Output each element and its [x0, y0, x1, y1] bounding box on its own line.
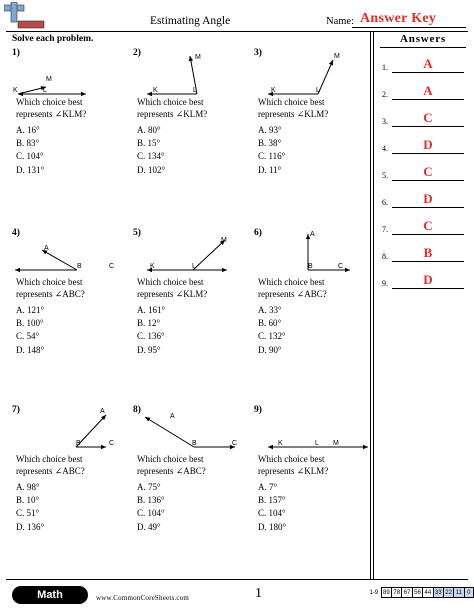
- problem-number: 4): [12, 228, 20, 238]
- question-line: represents ∠ABC?: [16, 289, 85, 299]
- choice-item: B. 136°: [137, 495, 165, 506]
- score-cell: 0: [464, 588, 473, 598]
- vertex-label: L: [192, 263, 196, 270]
- question-text: [16, 276, 85, 300]
- problem-number: 9): [254, 405, 262, 415]
- choice-item: A. 98°: [16, 482, 40, 492]
- question-line: represents ∠KLM?: [258, 466, 329, 476]
- choice-item: D. 148°: [16, 344, 45, 355]
- choice-item: D. 90°: [258, 344, 282, 355]
- angle-diagram: [133, 48, 253, 98]
- footer-divider: [6, 579, 468, 580]
- choice-item: A. 33°: [258, 305, 282, 315]
- answer-line: [392, 207, 464, 208]
- vertex-label: B: [77, 263, 82, 270]
- angle-diagram: [254, 48, 374, 98]
- question-text: [258, 96, 328, 120]
- choice-item: C. 132°: [258, 331, 286, 342]
- answer-key-label: Answer Key: [360, 11, 437, 26]
- problem-number: 1): [12, 48, 20, 58]
- choice-item: D. 49°: [137, 521, 161, 532]
- answer-row: [382, 192, 466, 208]
- arrowhead-icon: [345, 268, 350, 272]
- vertex-label: K: [150, 263, 155, 270]
- vertex-label: K: [153, 87, 158, 94]
- question-line: Which choice best: [258, 97, 325, 107]
- vertex-label: C: [109, 263, 115, 270]
- answer-number: 8.: [382, 252, 388, 261]
- choice-list: [16, 304, 44, 357]
- answer-number: 4.: [382, 144, 388, 153]
- choice-item: B. 83°: [16, 138, 40, 149]
- vertex-label: M: [334, 53, 340, 60]
- answer-line: [392, 288, 464, 289]
- problem-number: 2): [133, 48, 141, 58]
- vertex-label: M: [221, 237, 227, 244]
- choice-list: [16, 481, 44, 534]
- choice-list: [258, 304, 286, 357]
- answer-line: [392, 180, 464, 181]
- problem-number: 5): [133, 228, 141, 238]
- choice-item: D. 180°: [258, 521, 287, 532]
- problem-number: 6): [254, 228, 262, 238]
- arrowhead-icon: [101, 445, 106, 449]
- choice-item: B. 38°: [258, 138, 282, 149]
- arrowhead-icon: [363, 445, 368, 449]
- question-text: [137, 453, 206, 477]
- choice-item: D. 131°: [16, 164, 45, 175]
- problem-9: [254, 405, 366, 581]
- site-url: www.CommonCoreSheets.com: [96, 594, 190, 602]
- question-text: [258, 453, 328, 477]
- angle-ray: [42, 250, 77, 270]
- answer-number: 9.: [382, 279, 388, 288]
- question-line: Which choice best: [258, 277, 325, 287]
- vertex-label: L: [315, 440, 319, 447]
- answer-letter: D: [423, 137, 433, 152]
- question-line: represents ∠KLM?: [137, 289, 208, 299]
- choice-list: [137, 124, 165, 177]
- score-cell: 89: [383, 589, 390, 596]
- instructions: Solve each problem.: [12, 34, 94, 44]
- answer-row: [382, 273, 466, 289]
- choice-item: B. 12°: [137, 318, 161, 329]
- question-line: Which choice best: [137, 454, 204, 464]
- problem-4: [12, 228, 124, 404]
- question-text: [137, 96, 207, 120]
- choice-list: [258, 124, 285, 177]
- answer-row: [382, 246, 466, 262]
- score-cell: 56: [414, 589, 421, 596]
- problem-7: [12, 405, 124, 581]
- angle-diagram: [12, 228, 132, 278]
- answers-heading-underline: [380, 47, 466, 48]
- answer-letter: A: [423, 56, 433, 71]
- choice-item: B. 15°: [137, 138, 161, 149]
- problem-5: [133, 228, 245, 404]
- score-range: 1-9: [367, 588, 381, 598]
- question-line: Which choice best: [137, 97, 204, 107]
- problem-8: [133, 405, 245, 581]
- choice-item: B. 157°: [258, 495, 286, 506]
- arrowhead-icon: [144, 415, 151, 421]
- choice-item: B. 10°: [16, 495, 40, 506]
- common-core-logo-icon: [4, 2, 54, 32]
- answer-number: 5.: [382, 171, 388, 180]
- answer-letter: D: [423, 191, 433, 206]
- answer-row: [382, 57, 466, 73]
- question-line: Which choice best: [16, 97, 83, 107]
- vertex-label: L: [316, 87, 320, 94]
- choice-item: B. 100°: [16, 318, 44, 329]
- choice-item: D. 11°: [258, 164, 282, 175]
- arrowhead-icon: [15, 268, 20, 272]
- answers-heading: Answers: [400, 33, 446, 45]
- angle-diagram: [254, 228, 374, 278]
- choice-item: D. 136°: [16, 521, 45, 532]
- vertex-label: M: [195, 54, 201, 61]
- name-label: Name:: [326, 16, 354, 27]
- choice-item: C. 104°: [258, 508, 286, 519]
- choice-item: D. 102°: [137, 164, 166, 175]
- vertex-label: K: [278, 440, 283, 447]
- answer-row: [382, 138, 466, 154]
- arrowhead-icon: [329, 59, 335, 65]
- question-text: [258, 276, 327, 300]
- page-number: 1: [255, 586, 262, 601]
- choice-item: A. 161°: [137, 305, 166, 315]
- angle-diagram: [133, 405, 253, 455]
- choice-item: C. 134°: [137, 151, 165, 162]
- answer-line: [392, 72, 464, 73]
- vertex-label: C: [338, 263, 344, 270]
- answer-letter: C: [423, 110, 433, 125]
- answer-number: 2.: [382, 90, 388, 99]
- choice-list: [258, 481, 286, 534]
- angle-diagram: [12, 48, 132, 98]
- answer-row: [382, 84, 466, 100]
- name-underline: [352, 27, 466, 28]
- choice-item: B. 60°: [258, 318, 282, 329]
- vertex-label: L: [43, 87, 47, 94]
- choice-item: A. 7°: [258, 482, 278, 492]
- header-divider: [6, 31, 468, 32]
- angle-ray: [193, 240, 225, 270]
- arrowhead-icon: [222, 268, 227, 272]
- choice-list: [16, 124, 44, 177]
- question-line: represents ∠ABC?: [258, 289, 327, 299]
- question-line: Which choice best: [258, 454, 325, 464]
- answer-line: [392, 126, 464, 127]
- vertex-label: K: [13, 87, 18, 94]
- answer-column-divider-inner: [373, 31, 374, 579]
- answer-number: 3.: [382, 117, 388, 126]
- problem-3: [254, 48, 366, 224]
- choice-item: C. 104°: [16, 151, 44, 162]
- question-line: represents ∠ABC?: [137, 466, 206, 476]
- vertex-label: K: [271, 87, 276, 94]
- score-cell: 67: [403, 589, 411, 596]
- subject-badge: Math: [12, 586, 88, 604]
- question-text: [137, 276, 207, 300]
- score-cell: 11: [455, 589, 463, 596]
- choice-item: C. 51°: [16, 508, 40, 519]
- question-line: represents ∠KLM?: [258, 109, 329, 119]
- question-text: [16, 453, 85, 477]
- answer-line: [392, 99, 464, 100]
- question-line: represents ∠KLM?: [16, 109, 87, 119]
- angle-diagram: [254, 405, 374, 455]
- problem-number: 3): [254, 48, 262, 58]
- worksheet-title: Estimating Angle: [150, 15, 231, 27]
- angle-diagram: [133, 228, 253, 278]
- answer-letter: A: [423, 83, 433, 98]
- vertex-label: A: [100, 408, 105, 415]
- answer-letter: D: [423, 272, 433, 287]
- vertex-label: M: [46, 76, 52, 83]
- choice-list: [137, 481, 165, 534]
- vertex-label: C: [232, 440, 238, 447]
- answer-letter: C: [423, 218, 433, 233]
- answer-column-divider: [370, 31, 371, 579]
- answer-letter: B: [423, 245, 433, 260]
- score-cell: 22: [445, 589, 452, 596]
- choice-item: A. 16°: [16, 125, 40, 135]
- choice-item: A. 80°: [137, 125, 161, 135]
- choice-item: A. 121°: [16, 305, 45, 315]
- answer-number: 6.: [382, 198, 388, 207]
- choice-item: C. 136°: [137, 331, 165, 342]
- question-line: Which choice best: [16, 454, 83, 464]
- vertex-label: B: [76, 440, 81, 447]
- angle-ray: [318, 60, 333, 94]
- vertex-label: B: [308, 263, 313, 270]
- angle-ray: [145, 417, 194, 447]
- question-text: [16, 96, 86, 120]
- answer-line: [392, 261, 464, 262]
- score-cell: 78: [393, 589, 401, 596]
- answer-row: [382, 219, 466, 235]
- answer-line: [392, 234, 464, 235]
- vertex-label: A: [170, 413, 175, 420]
- question-line: represents ∠ABC?: [16, 466, 85, 476]
- answer-row: [382, 111, 466, 127]
- choice-item: C. 54°: [16, 331, 40, 342]
- question-line: Which choice best: [137, 277, 204, 287]
- score-cell: 44: [424, 589, 432, 596]
- vertex-label: B: [192, 440, 197, 447]
- problem-2: [133, 48, 245, 224]
- answer-number: 1.: [382, 63, 388, 72]
- choice-item: C. 104°: [137, 508, 165, 519]
- vertex-label: M: [333, 440, 339, 447]
- score-cell: 33: [434, 589, 442, 596]
- answer-line: [392, 153, 464, 154]
- choice-item: C. 116°: [258, 151, 286, 162]
- problem-1: [12, 48, 124, 224]
- answer-number: 7.: [382, 225, 388, 234]
- angle-diagram: [12, 405, 132, 455]
- vertex-label: L: [193, 87, 197, 94]
- question-line: Which choice best: [16, 277, 83, 287]
- answer-row: [382, 165, 466, 181]
- problem-6: [254, 228, 366, 404]
- vertex-label: A: [44, 245, 49, 252]
- choice-item: D. 95°: [137, 344, 161, 355]
- vertex-label: C: [109, 440, 115, 447]
- question-line: represents ∠KLM?: [137, 109, 208, 119]
- choice-item: A. 93°: [258, 125, 282, 135]
- choice-item: A. 75°: [137, 482, 161, 492]
- choice-list: [137, 304, 165, 357]
- arrowhead-icon: [268, 445, 273, 449]
- score-table: [367, 587, 474, 598]
- problem-number: 8): [133, 405, 141, 415]
- vertex-label: A: [310, 231, 315, 238]
- problem-number: 7): [12, 405, 20, 415]
- answer-letter: C: [423, 164, 433, 179]
